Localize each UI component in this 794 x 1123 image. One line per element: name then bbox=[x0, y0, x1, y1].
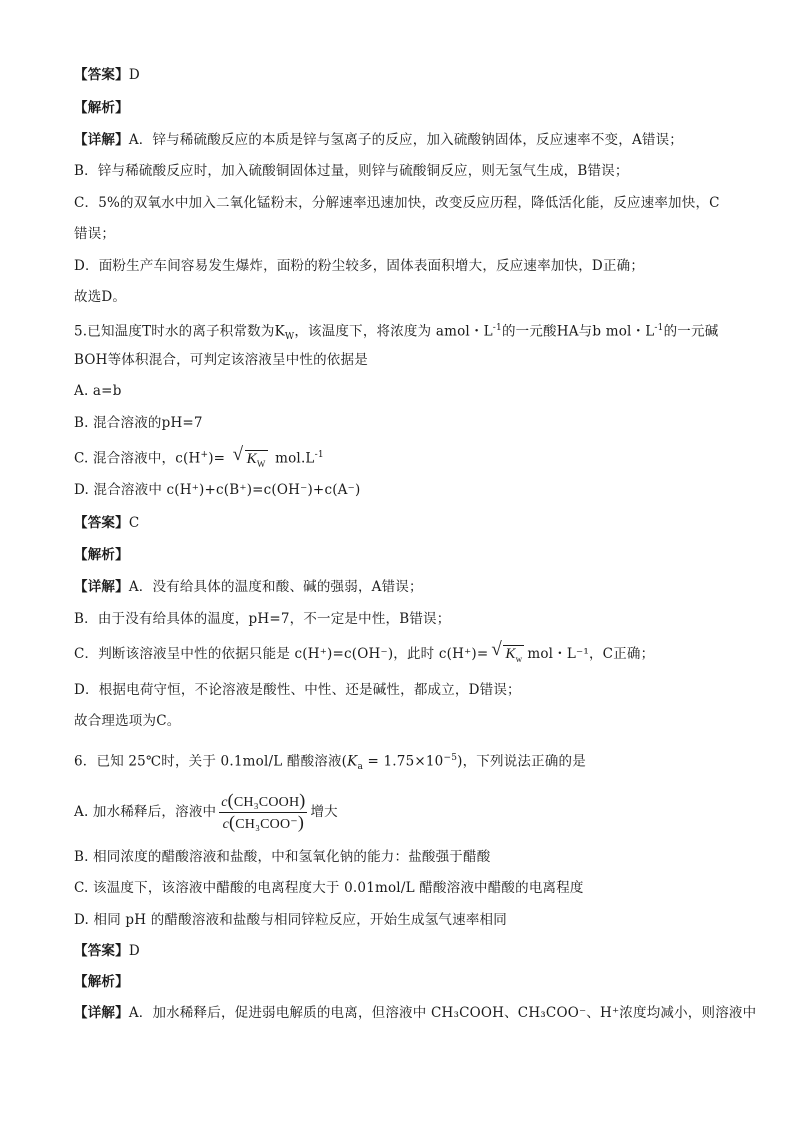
square-root-kw: √ $K_w$ bbox=[491, 639, 523, 664]
q4-detail-c-1: C．5%的双氧水中加入二氧化锰粉末，分解速率迅速加快，改变反应历程，降低活化能，反应速率加快，C bbox=[74, 195, 720, 211]
answer-label: 【答案】 bbox=[74, 67, 129, 83]
q6-stem: 6．已知 25℃时，关于 0.1mol/L 醋酸溶液$(K_a = 1.75\times 10^{-5})$，下列说法正确的是 bbox=[74, 753, 586, 773]
q4-detail-a: 【详解】A．锌与稀硫酸反应的本质是锌与氢离子的反应，加入硫酸钠固体，反应速率不变，A错误； bbox=[74, 132, 684, 148]
q6-option-d: D. 相同 pH 的醋酸溶液和盐酸与相同锌粒反应，开始生成氢气速率相同 bbox=[74, 912, 507, 928]
q5-option-b: B. 混合溶液的pH=7 bbox=[74, 415, 203, 431]
answer-label: 【答案】 bbox=[74, 943, 129, 959]
analysis-label: 【解析】 bbox=[74, 974, 129, 990]
q5-option-d: D. 混合溶液中 c(H⁺)+c(B⁺)=c(OH⁻)+c(A⁻) bbox=[74, 482, 361, 498]
q5-answer-line bbox=[74, 513, 139, 533]
answer-label: 【答案】 bbox=[74, 515, 129, 531]
q5-stem-line-2: BOH等体积混合，可判定该溶液呈中性的依据是 bbox=[74, 352, 368, 368]
q6-detail-a: 【详解】A．加水稀释后，促进弱电解质的电离，但溶液中 CH₃COOH、CH₃COO⁻、H⁺浓度均减小，则溶液中 bbox=[74, 1005, 757, 1021]
radical-sign-icon: √ bbox=[232, 443, 244, 465]
q5-detail-b: B．由于没有给具体的温度，pH=7，不一定是中性，B错误； bbox=[74, 611, 451, 627]
q5-detail-a: 【详解】A．没有给具体的温度和酸、碱的强弱，A错误； bbox=[74, 579, 423, 595]
q5-option-c: C. 混合溶液中，c(H+)= √ $K_W$ $mol.L^{-1}$ bbox=[74, 445, 324, 474]
q4-detail-b: B．锌与稀硫酸反应时，加入硫酸铜固体过量，则锌与硫酸铜反应，则无氢气生成，B错误； bbox=[74, 163, 629, 179]
q5-detail-c: C．判断该溶液呈中性的依据只能是 c(H⁺)=c(OH⁻)，此时 c(H⁺)= √ $K_w$ mol・L⁻¹，C正确； bbox=[74, 644, 654, 669]
q4-conclusion: 故选D。 bbox=[74, 289, 127, 305]
answer-value: C bbox=[128, 515, 140, 531]
answer-value: D bbox=[128, 67, 140, 83]
analysis-label: 【解析】 bbox=[74, 100, 129, 116]
detail-label: 【详解】 bbox=[74, 1005, 129, 1021]
q6-option-a: A. 加水稀释后，溶液中 $\frac{\text{c(CH₃COOH)}}{\text{c(CH₃COO⁻)}}$ 增大 bbox=[74, 790, 338, 832]
q5-stem-line-1: 5.已知温度T时水的离子积常数为$K_W$，该温度下，将浓度为 amol・$L^{-1}$的一元酸HA与b mol・$L^{-1}$的一元碱 bbox=[74, 323, 719, 343]
q6-option-b: B. 相同浓度的醋酸溶液和盐酸，中和氢氧化钠的能力：盐酸强于醋酸 bbox=[74, 849, 491, 865]
square-root-kw: √ $K_W$ bbox=[232, 443, 266, 469]
q4-answer-line bbox=[74, 65, 140, 85]
analysis-label: 【解析】 bbox=[74, 547, 129, 563]
q4-detail-d: D．面粉生产车间容易发生爆炸，面粉的粉尘较多，固体表面积增大，反应速率加快，D正确； bbox=[74, 258, 645, 274]
q5-conclusion: 故合理选项为C。 bbox=[74, 713, 181, 729]
concentration-ratio-fraction: $\frac{\text{c(CH₃COOH)}}{\text{c(CH₃COO⁻)}}$ bbox=[221, 790, 306, 832]
q6-option-c: C. 该温度下，该溶液中醋酸的电离程度大于 0.01mol/L 醋酸溶液中醋酸的电离程度 bbox=[74, 880, 584, 896]
answer-value: D bbox=[128, 943, 140, 959]
q6-answer-line bbox=[74, 941, 140, 961]
radical-sign-icon: √ bbox=[491, 639, 503, 660]
q4-detail-c-2: 错误； bbox=[74, 226, 116, 242]
q5-option-a: A. a=b bbox=[74, 383, 122, 399]
q5-detail-d: D．根据电荷守恒，不论溶液是酸性、中性、还是碱性，都成立，D错误； bbox=[74, 682, 521, 698]
detail-label: 【详解】 bbox=[74, 132, 129, 148]
detail-label: 【详解】 bbox=[74, 579, 129, 595]
